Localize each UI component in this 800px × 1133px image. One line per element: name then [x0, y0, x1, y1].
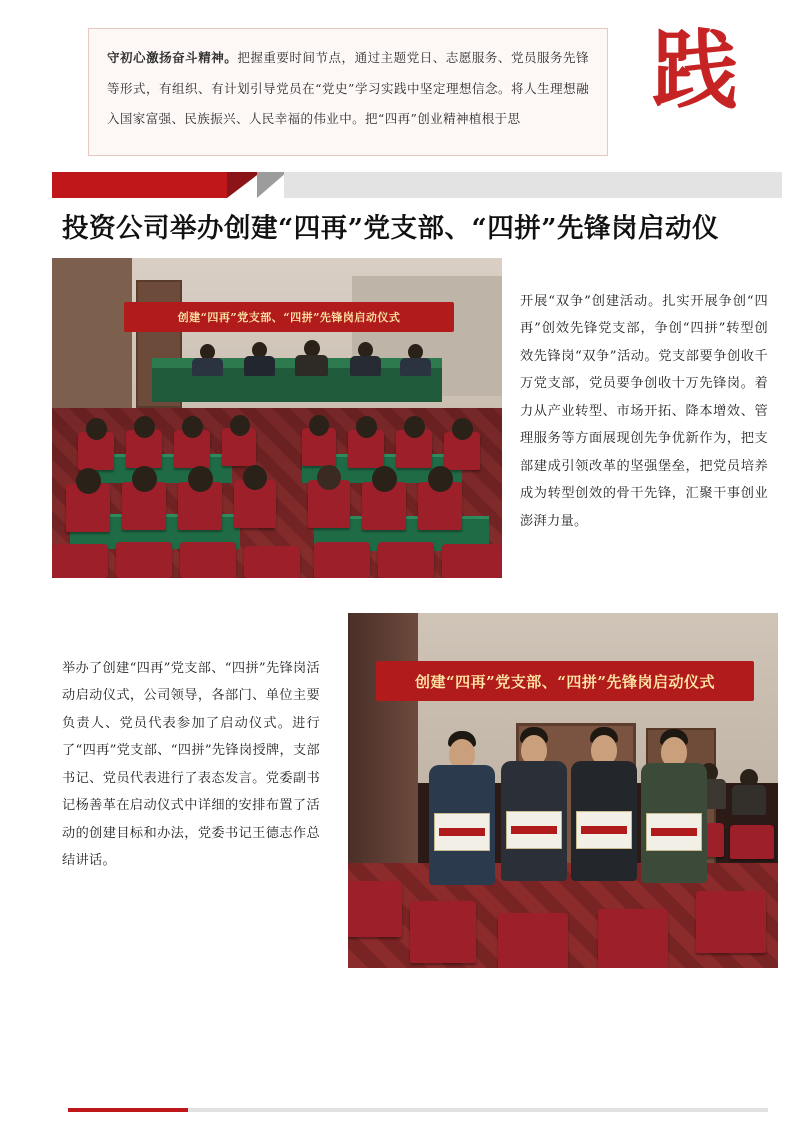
photo1-audience-head [372, 466, 397, 492]
footer-divider [68, 1108, 768, 1112]
quote-text [107, 43, 589, 135]
photo1-audience-head [134, 416, 155, 438]
photo2-background-torso [732, 785, 766, 815]
ribbon-gray-wedge [257, 172, 287, 198]
photo2-chair [696, 891, 766, 953]
ribbon-gray-segment [284, 172, 782, 198]
photo1-torso [244, 356, 275, 376]
photo2-award-plaque [506, 811, 562, 849]
photo1-chair [442, 544, 502, 578]
photo1-torso [400, 358, 431, 376]
photo1-torso [350, 356, 381, 376]
photo2-banner: 创建“四再”党支部、“四拼”先锋岗启动仪式 [376, 661, 754, 701]
photo1-chair [52, 544, 108, 578]
photo1-audience-head [452, 418, 473, 440]
photo1-chair [314, 542, 370, 578]
photo1-audience-head [182, 416, 203, 438]
photo1-audience-head [132, 466, 157, 492]
ribbon-dark-wedge [227, 172, 261, 198]
photo1-audience-head [317, 465, 341, 490]
article-paragraph-left: 举办了创建“四再”党支部、“四拼”先锋岗活动启动仪式，公司领导，各部门、单位主要负责人、党员代表参加了启动仪式。进行了“四再”党支部、“四拼”先锋岗授牌，支部书记、党员代表进行了表态发言。党委副书记杨善革在启动仪式中详细的安排布置了活动的创建目标和办法，党委书记王德志作总结讲话。 [62, 661, 320, 869]
photo1-torso [295, 355, 328, 376]
photo1-audience-head [76, 468, 101, 494]
photo1-chair [180, 542, 236, 578]
photo2-chair [598, 909, 668, 968]
page-title: 投资公司举办创建“四再”党支部、“四拼”先锋岗启动仪 [62, 213, 719, 244]
quote-box [88, 28, 608, 156]
photo2-award-plaque [646, 813, 702, 851]
photo1-side-wall [52, 258, 132, 408]
ribbon-red-segment [52, 172, 227, 198]
photo1-audience-head [356, 416, 377, 438]
photo1-audience-head [309, 415, 329, 436]
photo2-chair [410, 901, 476, 963]
photo2-award-plaque [434, 813, 490, 851]
conference-room-photo [52, 258, 502, 578]
photo2-chair [348, 881, 402, 937]
decorative-big-character: 践 [652, 20, 738, 121]
photo1-audience-head [86, 418, 107, 440]
article-paragraph-right: 开展“双争”创建活动。扎实开展争创“四再”创效先锋党支部，争创“四拼”转型创效先锋岗“双争”活动。党支部要争创收千万党支部，党员要争创收十万先锋岗。着力从产业转型、市场开拓、降本增效、管理服务等方面展现创先争优新作为，把支部建成引领改革的坚强堡垒，把党员培养成为转型创效的骨干先锋，汇聚干事创业澎湃力量。 [520, 294, 768, 529]
photo2-chair [498, 913, 568, 968]
photo2-award-plaque [576, 811, 632, 849]
photo1-torso [192, 358, 223, 376]
award-ceremony-photo [348, 613, 778, 968]
photo1-chair [378, 542, 434, 578]
photo1-audience-head [404, 416, 425, 438]
quote-lead: 守初心激扬奋斗精神。 [107, 50, 238, 65]
photo1-audience-head [230, 415, 250, 436]
section-ribbon [52, 172, 782, 198]
photo1-banner: 创建“四再”党支部、“四拼”先锋岗启动仪式 [124, 302, 454, 332]
photo1-chair [116, 542, 172, 578]
photo1-audience-head [243, 465, 267, 490]
photo1-chair [244, 546, 300, 578]
photo1-audience-head [188, 466, 213, 492]
photo2-chair [730, 825, 774, 859]
footer-divider-accent [68, 1108, 188, 1112]
photo1-audience-head [428, 466, 453, 492]
quote-rest: 把握重要时间节点，通过主题党日、志愿服务、党员服务先锋等形式，有组织、有计划引导党员在“党史”学习实践中坚定理想信念。将人生理想融入国家富强、民族振兴、人民幸福的伟业中。把“四再”创业精神植根于思 [107, 50, 589, 127]
